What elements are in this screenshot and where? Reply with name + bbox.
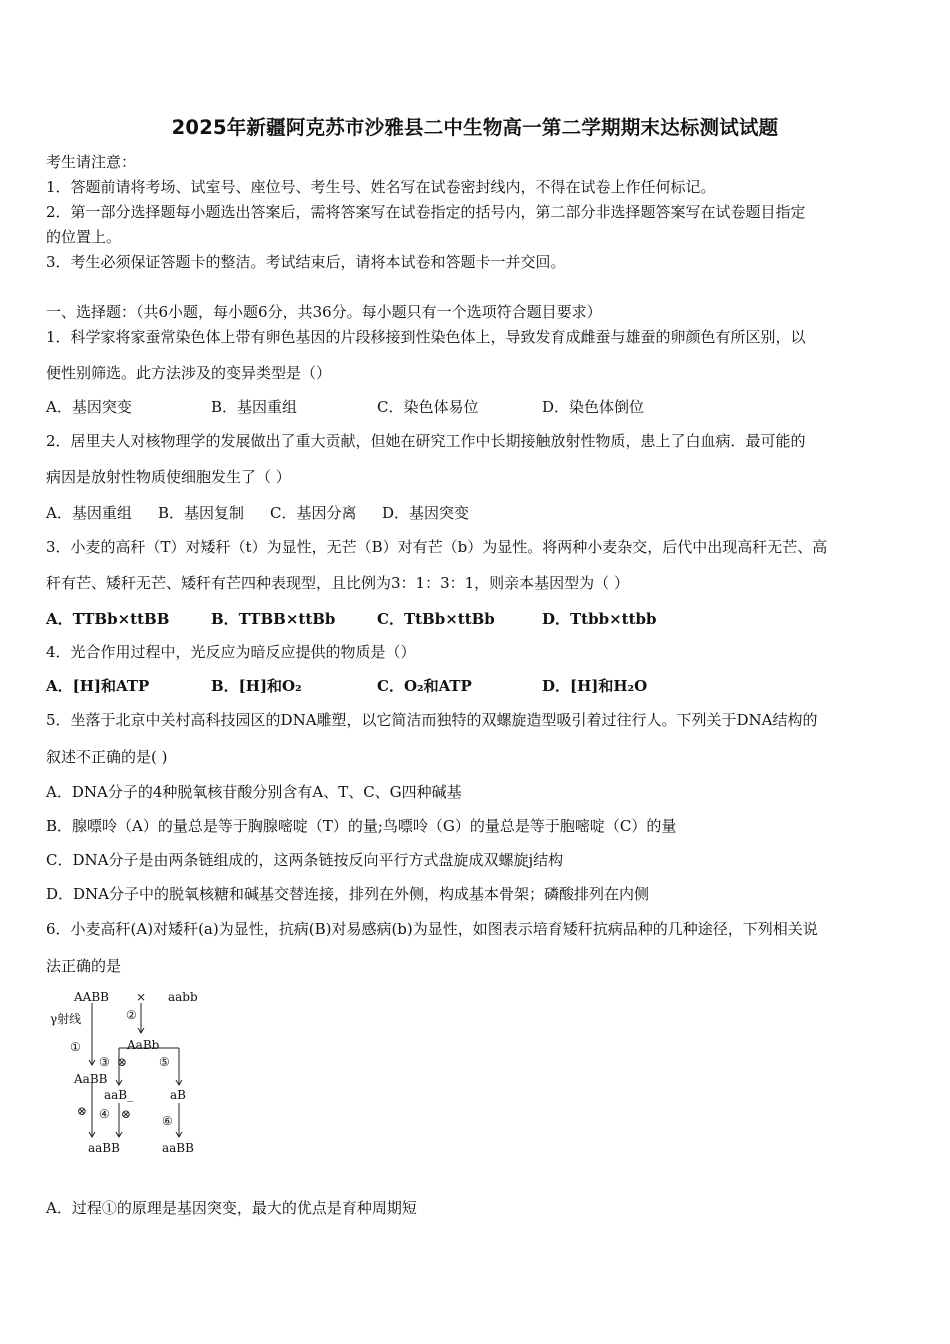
parent-aabb-lower: aabb	[168, 990, 198, 1004]
option-c[interactable]: C．DNA分子是由两条链组成的，这两条链按反向平行方式盘旋成双螺旋j结构	[46, 851, 564, 869]
cross-symbol: ×	[136, 990, 147, 1004]
option-a[interactable]: A．DNA分子的4种脱氧核苷酸分别含有A、T、C、G四种碱基	[46, 783, 462, 801]
step-3-label: ③	[99, 1055, 110, 1069]
notice-heading: 考生请注意：	[46, 153, 137, 171]
f1-label: AaBb	[127, 1038, 160, 1052]
question-6-text: 法正确的是	[46, 957, 122, 975]
option-d[interactable]: D．[H]和H₂O	[542, 677, 648, 695]
question-1-text: 1．科学家将家蚕常染色体上带有卵色基因的片段移接到性染色体上，导致发育成雌蚕与雄蚕的卵颜色有所区别，以	[46, 328, 806, 346]
option-b[interactable]: B．基因重组	[211, 398, 298, 416]
question-2-text: 病因是放射性物质使细胞发生了（ ）	[46, 468, 291, 486]
option-a[interactable]: A．TTBb×ttBB	[46, 610, 170, 628]
end-left-label: aaBB	[88, 1141, 120, 1155]
question-3-text: 秆有芒、矮秆无芒、矮秆有芒四种表现型，且比例为3：1：3：1，则亲本基因型为（ ）	[46, 574, 629, 592]
selfing-symbol: ⊗	[121, 1107, 132, 1121]
section-heading: 一、选择题：（共6小题，每小题6分，共36分。每小题只有一个选项符合题目要求）	[46, 303, 602, 321]
option-b[interactable]: B．基因复制	[158, 504, 245, 522]
step-4-label: ④	[99, 1107, 110, 1121]
option-d[interactable]: D．染色体倒位	[542, 398, 645, 416]
selfing-symbol: ⊗	[77, 1104, 88, 1118]
step-5-label: ⑤	[159, 1055, 170, 1069]
option-b[interactable]: B．腺嘌呤（A）的量总是等于胸腺嘧啶（T）的量;鸟嘌呤（G）的量总是等于胞嘧啶（C）的量	[46, 817, 677, 835]
mid-right-label: aB	[170, 1088, 186, 1102]
option-b[interactable]: B．[H]和O₂	[211, 677, 302, 695]
step-2-label: ②	[126, 1008, 137, 1022]
gamma-ray-label: γ射线	[50, 1012, 82, 1026]
option-d[interactable]: D．Ttbb×ttbb	[542, 610, 657, 628]
option-b[interactable]: B．TTBB×ttBb	[211, 610, 336, 628]
question-1-text: 便性别筛选。此方法涉及的变异类型是（）	[46, 364, 332, 382]
question-6-text: 6．小麦高秆(A)对矮秆(a)为显性，抗病(B)对易感病(b)为显性，如图表示培育矮秆抗病品种的几种途径，下列相关说	[46, 920, 818, 938]
question-2-text: 2．居里夫人对核物理学的发展做出了重大贡献，但她在研究工作中长期接触放射性物质，患上了白血病．最可能的	[46, 432, 806, 450]
notice-item: 1．答题前请将考场、试室号、座位号、考生号、姓名写在试卷密封线内，不得在试卷上作任何标记。	[46, 178, 716, 196]
breeding-diagram	[44, 985, 214, 1160]
option-c[interactable]: C．基因分离	[270, 504, 357, 522]
step-6-label: ⑥	[162, 1114, 173, 1128]
notice-item: 的位置上。	[46, 228, 122, 246]
option-d[interactable]: D．DNA分子中的脱氧核糖和碱基交替连接，排列在外侧，构成基本骨架；磷酸排列在内侧	[46, 885, 650, 903]
mid-left-label: AaBB	[74, 1072, 108, 1086]
option-a[interactable]: A．过程①的原理是基因突变，最大的优点是育种周期短	[46, 1199, 417, 1217]
mid-center-label: aaB_	[104, 1088, 134, 1102]
parent-aabb-upper: AABB	[74, 990, 109, 1004]
page-title: 2025年新疆阿克苏市沙雅县二中生物高一第二学期期末达标测试试题	[171, 116, 779, 139]
question-5-text: 5．坐落于北京中关村高科技园区的DNA雕塑，以它简洁而独特的双螺旋造型吸引着过往行人。下列关于DNA结构的	[46, 711, 818, 729]
question-5-text: 叙述不正确的是( )	[46, 748, 168, 766]
option-a[interactable]: A．基因重组	[46, 504, 132, 522]
question-3-text: 3．小麦的高秆（T）对矮秆（t）为显性，无芒（B）对有芒（b）为显性。将两种小麦杂交，后代中出现高秆无芒、高	[46, 538, 828, 556]
end-right-label: aaBB	[162, 1141, 194, 1155]
option-c[interactable]: C．O₂和ATP	[377, 677, 472, 695]
notice-item: 2．第一部分选择题每小题选出答案后，需将答案写在试卷指定的括号内，第二部分非选择题答案写在试卷题目指定	[46, 203, 806, 221]
option-c[interactable]: C．染色体易位	[377, 398, 479, 416]
question-4-text: 4．光合作用过程中，光反应为暗反应提供的物质是（）	[46, 643, 416, 661]
notice-item: 3．考生必须保证答题卡的整洁。考试结束后，请将本试卷和答题卡一并交回。	[46, 253, 566, 271]
option-c[interactable]: C．TtBb×ttBb	[377, 610, 495, 628]
option-a[interactable]: A．[H]和ATP	[46, 677, 150, 695]
step-1-label: ①	[70, 1040, 81, 1054]
option-d[interactable]: D．基因突变	[382, 504, 470, 522]
selfing-symbol: ⊗	[117, 1055, 128, 1069]
option-a[interactable]: A．基因突变	[46, 398, 132, 416]
